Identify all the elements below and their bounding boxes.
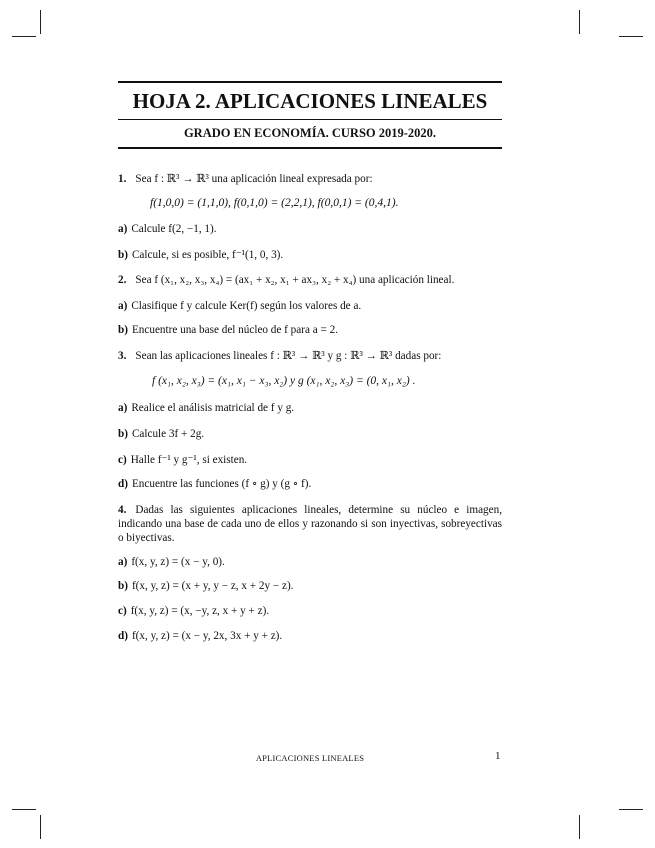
crop-mark — [40, 10, 41, 34]
part-text: f(x, y, z) = (x + y, y − z, x + 2y − z). — [131, 580, 294, 592]
part-label: c) — [118, 605, 127, 617]
part-text: Encuentre una base del núcleo de f para a = 2. — [131, 324, 338, 336]
title-divider — [118, 119, 502, 120]
exercise-4-statement — [118, 503, 502, 545]
crop-mark — [579, 815, 580, 839]
statement-text: Dadas las siguientes aplicaciones lineales, determine su núcleo e imagen, indicando una base de cada uno de ellos y razonando si son inyectivas, sobreyectivas o biyectivas. — [118, 504, 502, 544]
part-label: d) — [118, 478, 128, 490]
page-title: HOJA 2. APLICACIONES LINEALES — [132, 89, 488, 113]
crop-mark — [619, 809, 643, 810]
part-text: f(x, y, z) = (x, −y, z, x + y + z). — [130, 605, 270, 617]
exercise-3-part-d — [118, 477, 502, 490]
part-label: a) — [118, 402, 128, 414]
exercise-4-part-c — [118, 605, 502, 617]
exercise-4-part-a — [118, 556, 502, 568]
part-text: Encuentre las funciones (f ∘ g) y (g ∘ f). — [131, 478, 312, 490]
part-text: Calcule f(2, −1, 1). — [131, 223, 217, 235]
part-label: b) — [118, 324, 128, 336]
exercise-3-part-b — [118, 428, 502, 440]
crop-mark — [40, 815, 41, 839]
part-label: b) — [118, 580, 128, 592]
subtitle-bottom-rule — [118, 147, 502, 149]
exercise-number: 1. — [118, 173, 127, 185]
statement-text: Sea f : ℝ³ → ℝ³ una aplicación lineal expresada por: — [135, 173, 373, 185]
exercise-1-statement — [118, 172, 502, 185]
exercise-number: 4. — [118, 504, 127, 516]
title-top-rule — [118, 81, 502, 83]
exercise-number: 3. — [118, 350, 127, 362]
part-text: f(x, y, z) = (x − y, 0). — [131, 556, 225, 568]
exercise-4-part-b — [118, 580, 502, 592]
part-text: Clasifique f y calcule Ker(f) según los valores de a. — [131, 300, 362, 312]
exercise-1-part-a — [118, 223, 502, 235]
part-label: a) — [118, 300, 128, 312]
part-text: Calcule, si es posible, f⁻¹(1, 0, 3). — [131, 249, 284, 261]
part-label: c) — [118, 454, 127, 466]
running-footer: APLICACIONES LINEALES — [255, 753, 365, 763]
exercise-2-statement — [118, 274, 502, 286]
page-number: 1 — [495, 750, 501, 762]
exercise-2-part-a — [118, 300, 502, 312]
exercise-4-part-d — [118, 630, 502, 642]
exercise-1-part-b — [118, 248, 502, 261]
part-label: b) — [118, 249, 128, 261]
part-text: f(x, y, z) = (x − y, 2x, 3x + y + z). — [131, 630, 283, 642]
crop-mark — [619, 36, 643, 37]
page-subtitle: GRADO EN ECONOMÍA. CURSO 2019-2020. — [183, 126, 437, 140]
exercise-number: 2. — [118, 274, 127, 286]
statement-text: Sean las aplicaciones lineales f : ℝ³ → ℝ³ y g : ℝ³ → ℝ³ dadas por: — [135, 350, 442, 362]
part-text: Realice el análisis matricial de f y g. — [131, 402, 295, 414]
exercise-1-equation: f(1,0,0) = (1,1,0), f(0,1,0) = (2,2,1), f(0,0,1) = (0,4,1). — [150, 197, 399, 209]
exercise-3-part-c — [118, 453, 502, 466]
part-label: d) — [118, 630, 128, 642]
crop-mark — [12, 36, 36, 37]
part-label: a) — [118, 223, 128, 235]
part-text: Calcule 3f + 2g. — [131, 428, 205, 440]
crop-mark — [12, 809, 36, 810]
statement-text: Sea f (x₁, x₂, x₃, x₄) = (ax₁ + x₂, x₁ + ax₃, x₂ + x₄) una aplicación lineal. — [135, 274, 455, 286]
exercise-3-statement — [118, 349, 502, 362]
part-label: a) — [118, 556, 128, 568]
exercise-3-equation: f (x₁, x₂, x₃) = (x₁, x₁ − x₃, x₂) y g (x₁, x₂, x₃) = (0, x₁, x₂) . — [152, 375, 416, 387]
part-label: b) — [118, 428, 128, 440]
exercise-3-part-a — [118, 402, 502, 414]
part-text: Halle f⁻¹ y g⁻¹, si existen. — [130, 454, 248, 466]
exercise-2-part-b — [118, 324, 502, 336]
crop-mark — [579, 10, 580, 34]
